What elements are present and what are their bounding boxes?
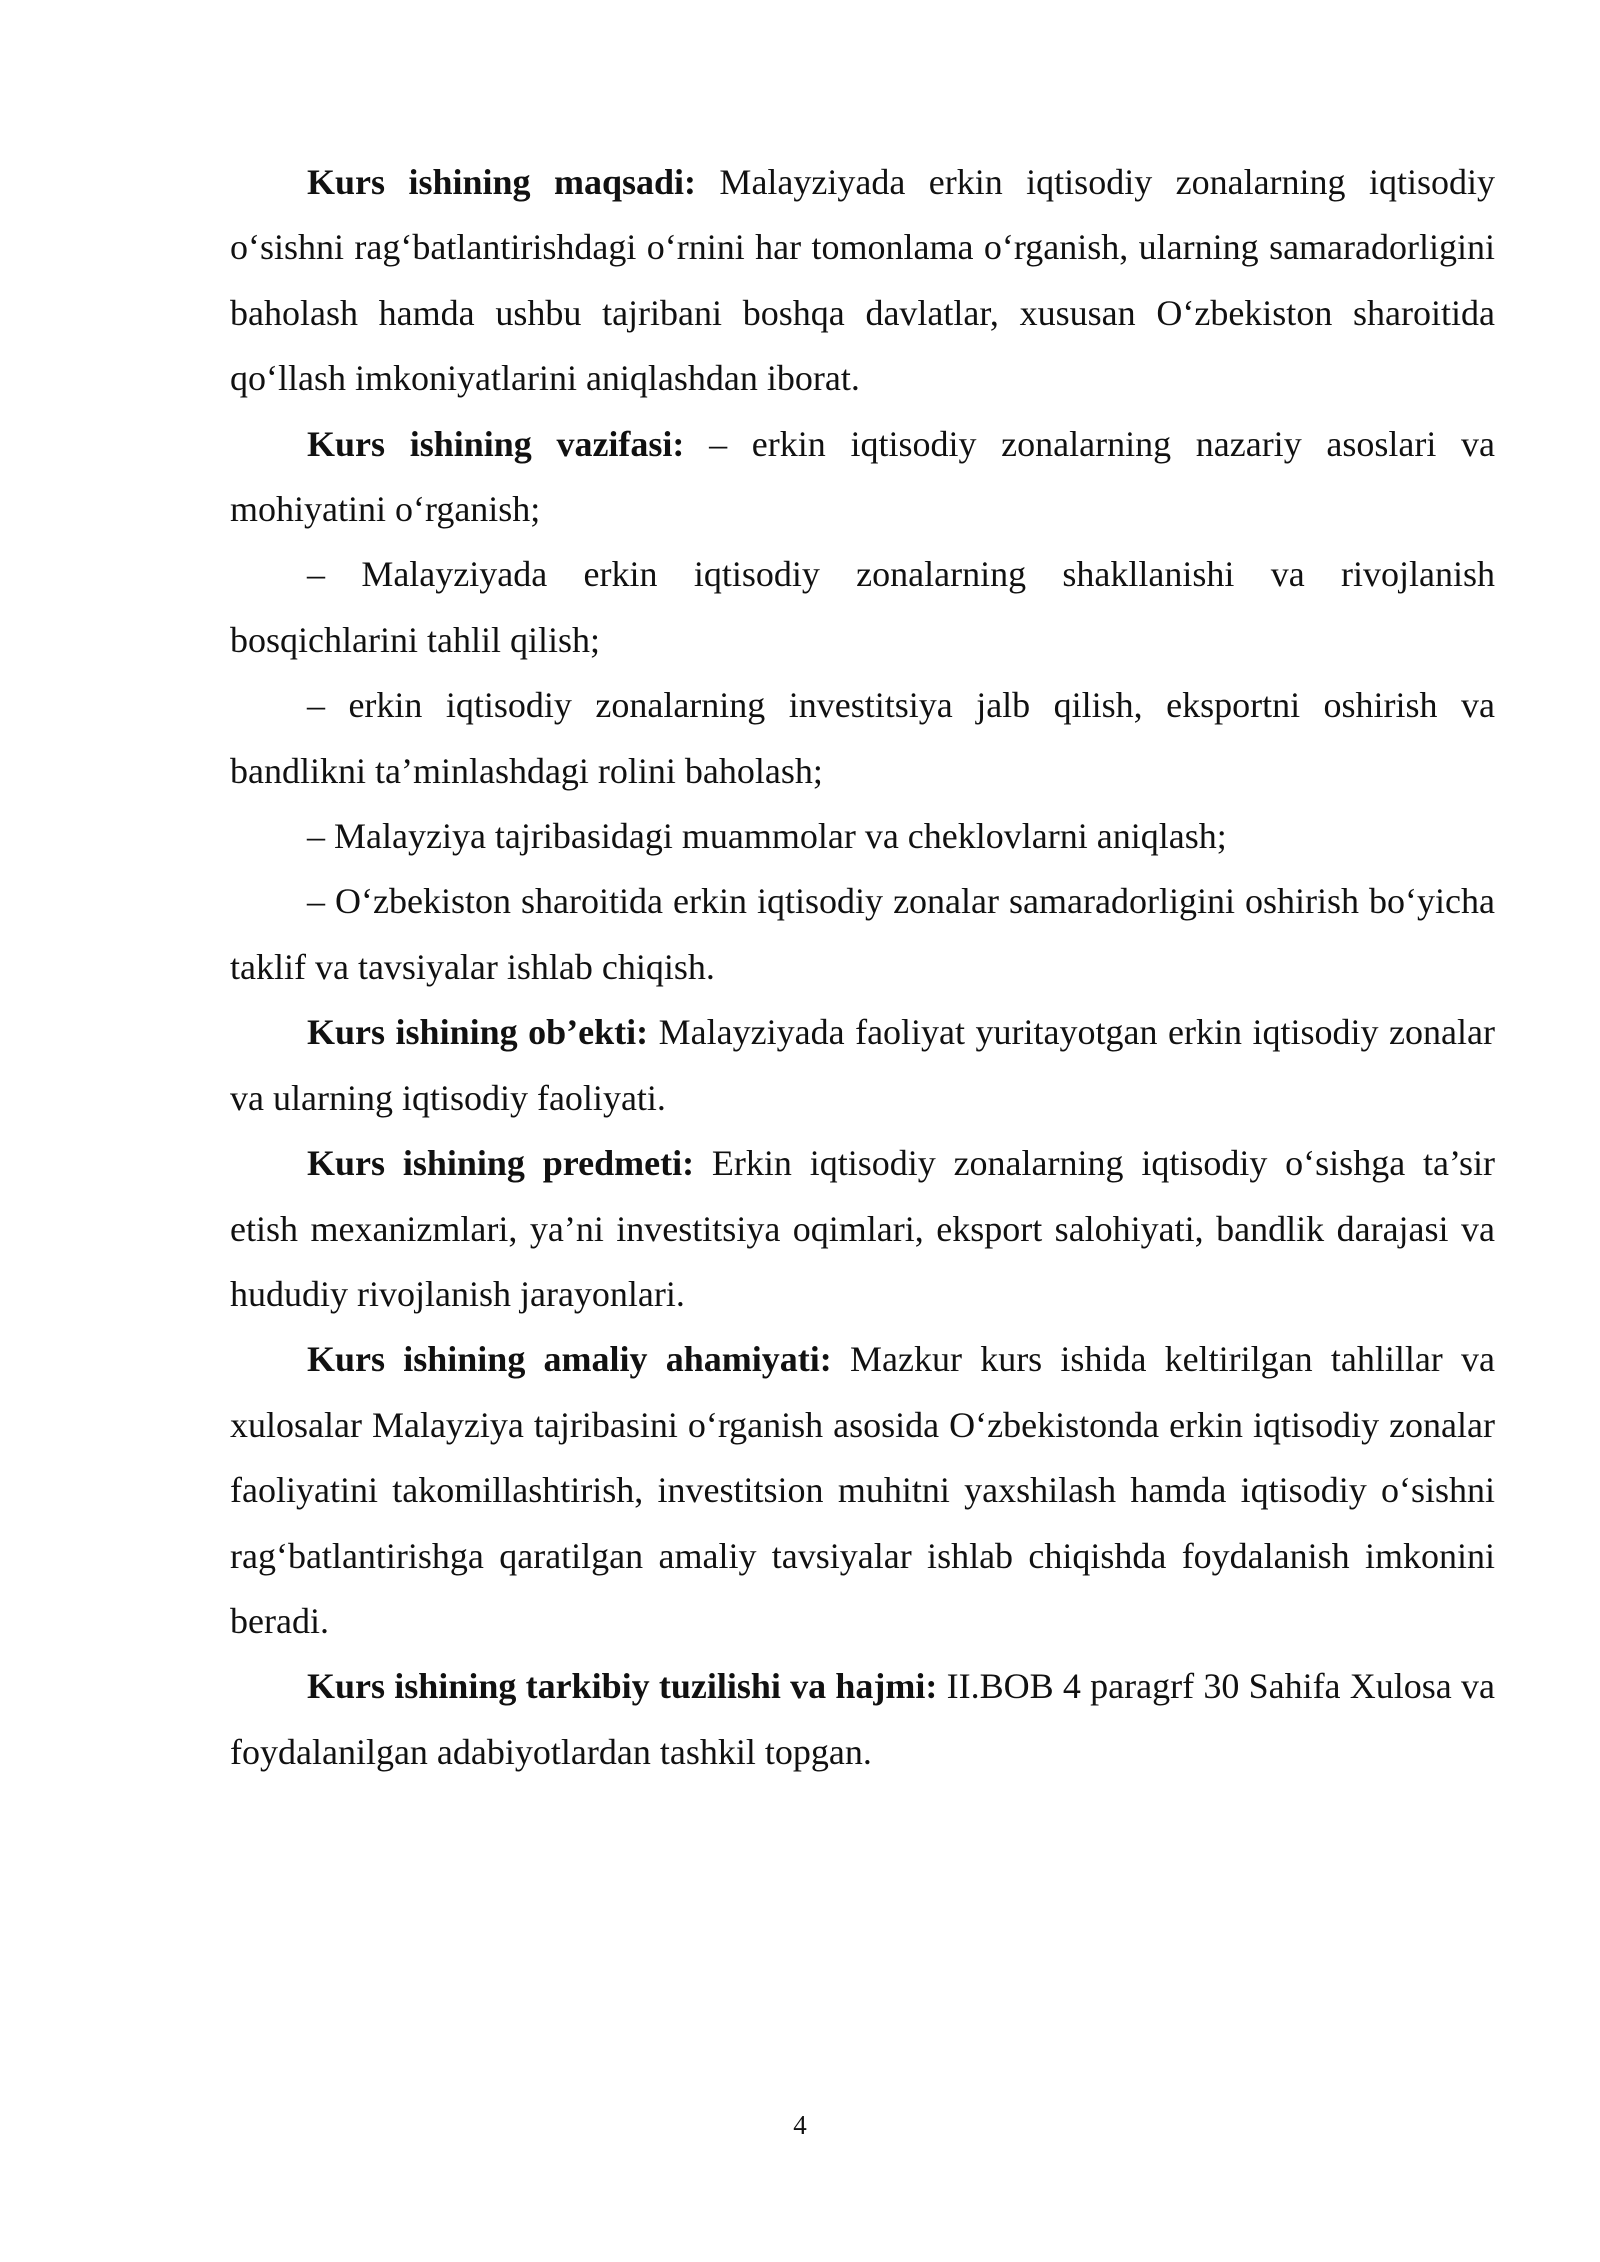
paragraph-text: II.BOB 4 paragrf 30 Sahifa Xulosa va foydalanilgan adabiyotlardan tashkil topgan. — [230, 1666, 1496, 1772]
list-item-task — [230, 804, 1495, 869]
paragraph-heading: Kurs ishining maqsadi: — [307, 162, 696, 202]
paragraph-text: – O‘zbekiston sharoitida erkin iqtisodiy zonalar samaradorligini oshirish bo‘yicha taklif va tavsiyalar ishlab chiqish. — [230, 881, 1495, 987]
paragraph-text: – erkin iqtisodiy zonalarning investitsiya jalb qilish, eksportni oshirish va bandlikni ta’minlashdagi rolini baholash; — [230, 685, 1495, 791]
paragraph-text: Erkin iqtisodiy zonalarning iqtisodiy o‘sishga ta’sir etish mexanizmlari, ya’ni investitsiya oqimlari, eksport salohiyati, bandlik darajasi va hududiy rivojlanish jarayonlari. — [230, 1143, 1495, 1314]
paragraph-heading: Kurs ishining amaliy ahamiyati: — [307, 1339, 832, 1380]
paragraph-vazifasi — [230, 412, 1495, 543]
list-item-task — [230, 869, 1495, 1000]
paragraph-text: – erkin iqtisodiy zonalarning nazariy asoslari va mohiyatini o‘rganish; — [230, 423, 1496, 530]
paragraph-tarkibiy-tuzilishi — [230, 1654, 1495, 1785]
paragraph-heading: Kurs ishining vazifasi: — [307, 423, 685, 464]
paragraph-heading: Kurs ishining ob’ekti: — [307, 1012, 649, 1053]
list-item-task — [230, 673, 1495, 804]
paragraph-amaliy-ahamiyati — [230, 1327, 1495, 1654]
document-body — [230, 150, 1495, 1785]
paragraph-maqsadi — [230, 150, 1495, 412]
list-item-task — [230, 542, 1495, 673]
paragraph-text: Malayziyada faoliyat yuritayotgan erkin iqtisodiy zonalar va ularning iqtisodiy faoliyati. — [230, 1012, 1495, 1118]
paragraph-text: – Malayziya tajribasidagi muammolar va cheklovlarni aniqlash; — [307, 816, 1227, 857]
paragraph-predmeti — [230, 1131, 1495, 1327]
page-number: 4 — [793, 2110, 807, 2140]
paragraph-text: Mazkur kurs ishida keltirilgan tahlillar va xulosalar Malayziya tajribasini o‘rganish asosida O‘zbekistonda erkin iqtisodiy zonalar faoliyatini takomillashtirish, investitsion muhitni yaxshilash hamda iqtisodiy o‘sishni rag‘batlantirishga qaratilgan amaliy tavsiyalar ishlab chiqishda foydalanish imkonini beradi. — [230, 1339, 1496, 1641]
paragraph-heading: Kurs ishining tarkibiy tuzilishi va hajmi: — [307, 1666, 938, 1707]
paragraph-text: – Malayziyada erkin iqtisodiy zonalarning shakllanishi va rivojlanish bosqichlarini tahlil qilish; — [230, 554, 1495, 660]
paragraph-heading: Kurs ishining predmeti: — [307, 1143, 695, 1184]
paragraph-text: Malayziyada erkin iqtisodiy zonalarning iqtisodiy o‘sishni rag‘batlantirishdagi o‘rnini har tomonlama o‘rganish, ularning samaradorligini baholash hamda ushbu tajribani boshqa davlatlar, xususan O‘zbekiston sharoitida qo‘llash imkoniyatlarini aniqlashdan iborat. — [230, 162, 1496, 399]
paragraph-obekti — [230, 1000, 1495, 1131]
